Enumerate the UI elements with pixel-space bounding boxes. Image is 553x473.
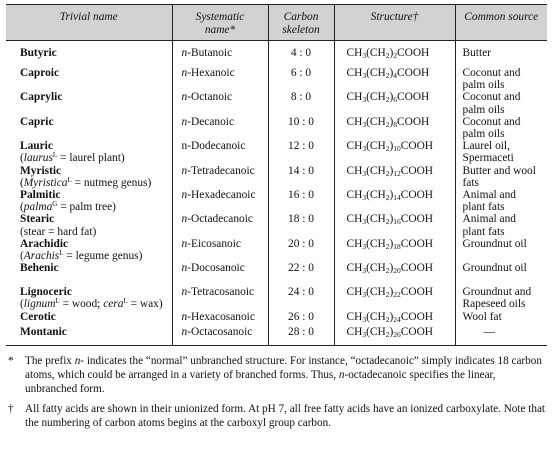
header-systematic-name: Systematic name* [172, 5, 268, 41]
etymology-word: Arachis [23, 250, 60, 263]
cell-trivial-name [6, 165, 172, 189]
formula-part: COOH [400, 310, 434, 323]
formula-part: COOH [397, 91, 430, 104]
table-row [6, 213, 547, 237]
cell-trivial-name [6, 311, 172, 326]
etymology [20, 152, 125, 164]
formula-part: CH [346, 213, 363, 226]
formula-subscript: 2 [385, 329, 390, 339]
cell-carbon-skeleton [268, 165, 334, 189]
structure-formula [347, 213, 434, 225]
formula-part: COOH [400, 164, 434, 177]
formula-subscript: 3 [362, 71, 367, 80]
formula-part: ) [389, 213, 394, 226]
cell-structure [334, 213, 455, 237]
common-source: Wool fat [462, 310, 502, 323]
trivial-name: Stearic [20, 213, 55, 226]
carbon-skeleton: 24 : 0 [288, 286, 314, 299]
table-row [6, 326, 547, 346]
cell-structure [334, 91, 455, 115]
formula-subscript: 3 [362, 241, 367, 251]
table-row [6, 116, 547, 140]
etymology-meaning: = wax) [127, 298, 163, 311]
carbon-skeleton: 22 : 0 [288, 262, 314, 275]
systematic-name: Decanoic [191, 115, 235, 128]
systematic-name: n-Dodecanoic [181, 140, 246, 153]
cell-structure [334, 189, 455, 213]
cell-trivial-name [6, 326, 172, 346]
trivial-name: Behenic [20, 262, 59, 275]
cell-common-source [455, 165, 547, 189]
systematic-name: Octacosanoic [191, 325, 253, 338]
cell-carbon-skeleton [268, 326, 334, 346]
common-source: Rapeseed oils [462, 298, 526, 311]
formula-part: CH [346, 262, 363, 275]
etymology-word: Myristica [23, 176, 68, 189]
trivial-name: Lauric [20, 140, 53, 153]
footnote-star-mark: * [8, 354, 14, 367]
formula-part: (CH [366, 310, 386, 323]
cell-common-source [455, 67, 547, 91]
normal-prefix: n- [181, 47, 191, 59]
cell-structure [334, 140, 455, 164]
formula-part: (CH [366, 262, 386, 275]
formula-part: ) [389, 91, 394, 104]
systematic-name: Docosanoic [191, 262, 245, 275]
cell-common-source [455, 41, 547, 68]
cell-common-source [455, 238, 547, 262]
cell-common-source [455, 189, 547, 213]
trivial-name: Butyric [20, 47, 57, 59]
formula-part: ) [389, 189, 394, 202]
etymology-open: ( [20, 201, 24, 214]
etymology-word: lignum [23, 298, 56, 311]
formula-subscript: 2 [385, 217, 390, 227]
structure-formula [347, 262, 434, 274]
cell-systematic-name [172, 286, 268, 310]
cell-structure [334, 262, 455, 286]
etymology-open: ( [20, 298, 24, 311]
carbon-skeleton: 18 : 0 [288, 213, 314, 226]
etymology-open: ( [20, 176, 24, 189]
cell-systematic-name [172, 311, 268, 326]
common-source: plant fats [462, 225, 505, 238]
carbon-skeleton: 26 : 0 [288, 310, 314, 323]
language-tag: L [55, 297, 60, 306]
formula-repeat-count: 6 [393, 95, 397, 105]
structure-formula [347, 140, 434, 152]
formula-part: CH [346, 67, 363, 79]
formula-part: ) [389, 286, 394, 299]
common-source: Groundnut oil [462, 262, 527, 275]
formula-repeat-count: 14 [393, 193, 401, 203]
cell-systematic-name [172, 326, 268, 346]
normal-prefix: n- [181, 189, 191, 202]
etymology-meaning: = wood; [59, 298, 104, 311]
formula-part: COOH [400, 325, 434, 338]
formula-subscript: 2 [385, 144, 390, 154]
formula-repeat-count: 8 [393, 119, 397, 129]
formula-repeat-count: 4 [393, 71, 397, 80]
cell-structure [334, 326, 455, 346]
formula-part: (CH [366, 91, 386, 104]
normal-prefix: n- [181, 310, 191, 323]
formula-subscript: 2 [385, 241, 390, 251]
trivial-name: Cerotic [20, 310, 56, 323]
systematic-name: Octadecanoic [191, 213, 253, 226]
trivial-name: Caprylic [20, 91, 63, 104]
systematic-name: Butanoic [191, 47, 233, 59]
cell-carbon-skeleton [268, 213, 334, 237]
table-body [6, 41, 547, 346]
cell-trivial-name [6, 140, 172, 164]
cell-systematic-name [172, 189, 268, 213]
table-row [6, 140, 547, 164]
formula-repeat-count: 18 [393, 241, 401, 251]
structure-formula [347, 47, 430, 59]
header-common-source: Common source [455, 5, 547, 41]
formula-repeat-count: 26 [393, 329, 401, 339]
cell-carbon-skeleton [268, 238, 334, 262]
cell-carbon-skeleton [268, 262, 334, 286]
formula-repeat-count: 10 [393, 144, 401, 154]
cell-carbon-skeleton [268, 286, 334, 310]
cell-systematic-name [172, 41, 268, 68]
table-header-row [6, 5, 547, 41]
structure-formula [347, 67, 430, 79]
language-tag: L [59, 249, 64, 258]
cell-carbon-skeleton [268, 41, 334, 68]
formula-subscript: 2 [385, 119, 390, 129]
table-row [6, 189, 547, 213]
header-trivial-name: Trivial name [6, 5, 172, 41]
formula-subscript: 2 [385, 266, 390, 276]
formula-subscript: 3 [362, 290, 367, 300]
formula-part: (CH [366, 325, 386, 338]
carbon-skeleton: 8 : 0 [290, 91, 312, 104]
fatty-acid-table [6, 4, 547, 346]
carbon-skeleton: 6 : 0 [290, 67, 312, 79]
trivial-name: Arachidic [20, 237, 69, 250]
common-source: Butter and wool [462, 164, 536, 177]
formula-part: COOH [400, 213, 434, 226]
trivial-name: Myristic [20, 164, 62, 177]
formula-part: CH [346, 310, 363, 323]
footnote-star-text: The prefix n- indicates the “normal” unbranched structure. For instance, “octadecanoic” simply indicates 18 carbon atoms, which could be arranged in a variety of branched forms. Thus, n-octadecanoic specifies the linear, unbranched form. [25, 354, 542, 395]
formula-part: (CH [366, 213, 386, 226]
systematic-name: Tetradecanoic [191, 164, 255, 177]
cell-carbon-skeleton [268, 140, 334, 164]
formula-part: COOH [400, 140, 434, 153]
formula-repeat-count: 20 [393, 266, 401, 276]
common-source: palm oils [462, 103, 505, 116]
formula-repeat-count: 24 [393, 314, 401, 324]
cell-systematic-name [172, 91, 268, 115]
formula-part: CH [346, 237, 363, 250]
formula-part: CH [346, 47, 363, 59]
etymology [20, 177, 151, 189]
systematic-name: Tetracosanoic [191, 286, 255, 299]
formula-subscript: 2 [385, 95, 390, 105]
common-source: Animal and [462, 189, 516, 202]
cell-common-source [455, 311, 547, 326]
etymology-word: cera [103, 298, 124, 311]
formula-part: COOH [400, 189, 434, 202]
formula-part: (CH [366, 189, 386, 202]
etymology-word: palma [23, 201, 53, 214]
etymology-meaning: = nutmeg genus) [71, 176, 152, 189]
common-source: Groundnut oil [462, 237, 527, 250]
formula-part: COOH [400, 237, 434, 250]
formula-subscript: 2 [385, 71, 390, 80]
normal-prefix: n- [181, 91, 191, 104]
formula-part: CH [346, 115, 363, 128]
formula-part: COOH [400, 262, 434, 275]
table-row [6, 91, 547, 115]
header-carbon-skeleton: Carbon skeleton [268, 5, 334, 41]
footnote-dagger-text: All fatty acids are shown in their unionized form. At pH 7, all free fatty acids have an ionized carboxylate. Note that the numbering of carbon atoms begins at the carboxyl group carbon. [25, 402, 546, 429]
cell-carbon-skeleton [268, 67, 334, 91]
formula-part: (CH [366, 115, 386, 128]
carbon-skeleton: 28 : 0 [288, 325, 314, 338]
trivial-name: Caproic [20, 67, 60, 79]
footnotes [6, 354, 547, 430]
structure-formula [347, 189, 434, 201]
etymology-open: (stear = hard fat) [20, 225, 97, 238]
table-row [6, 262, 547, 286]
formula-subscript: 2 [385, 51, 390, 60]
normal-prefix: n- [181, 262, 191, 275]
trivial-name: Palmitic [20, 189, 61, 202]
formula-part: CH [346, 91, 363, 104]
cell-common-source [455, 286, 547, 310]
cell-trivial-name [6, 41, 172, 68]
cell-common-source [455, 91, 547, 115]
formula-subscript: 3 [362, 217, 367, 227]
formula-repeat-count: 16 [393, 217, 401, 227]
formula-part: COOH [397, 47, 430, 59]
structure-formula [347, 311, 434, 323]
formula-part: (CH [366, 67, 386, 79]
etymology-meaning: = laurel plant) [57, 152, 125, 165]
cell-common-source [455, 116, 547, 140]
table-row [6, 238, 547, 262]
common-source: palm oils [462, 128, 505, 141]
normal-prefix: n- [181, 286, 191, 299]
language-tag: G [52, 200, 58, 209]
cell-trivial-name [6, 262, 172, 286]
carbon-skeleton: 4 : 0 [290, 47, 312, 59]
common-source: palm oils [462, 79, 505, 92]
table-row [6, 41, 547, 68]
table-row [6, 286, 547, 310]
footnote-prefix [6, 354, 547, 396]
formula-subscript: 3 [362, 119, 367, 129]
cell-trivial-name [6, 67, 172, 91]
formula-subscript: 2 [385, 168, 390, 178]
cell-trivial-name [6, 189, 172, 213]
cell-carbon-skeleton [268, 91, 334, 115]
cell-trivial-name [6, 238, 172, 262]
etymology [20, 201, 116, 213]
carbon-skeleton: 10 : 0 [288, 115, 314, 128]
normal-prefix: n- [181, 325, 191, 338]
formula-part: (CH [366, 237, 386, 250]
cell-structure [334, 311, 455, 326]
structure-formula [347, 165, 434, 177]
cell-carbon-skeleton [268, 116, 334, 140]
formula-part: ) [389, 310, 394, 323]
common-source: Spermaceti [462, 152, 514, 165]
cell-systematic-name [172, 165, 268, 189]
common-source: Coconut and [462, 91, 521, 104]
cell-common-source [455, 326, 547, 346]
formula-part: CH [346, 325, 363, 338]
common-source: — [483, 325, 495, 338]
cell-systematic-name [172, 116, 268, 140]
normal-prefix: n- [181, 213, 191, 226]
cell-trivial-name [6, 91, 172, 115]
cell-systematic-name [172, 238, 268, 262]
formula-part: CH [346, 164, 363, 177]
common-source: Animal and [462, 213, 516, 226]
etymology-open: ( [20, 250, 24, 263]
formula-part: (CH [366, 140, 386, 153]
etymology-meaning: = palm tree) [57, 201, 116, 214]
common-source: Butter [462, 47, 491, 59]
systematic-name: Octanoic [191, 91, 233, 104]
normal-prefix: n- [181, 115, 191, 128]
formula-part: CH [346, 286, 363, 299]
carbon-skeleton: 14 : 0 [288, 164, 314, 177]
common-source: Laurel oil, [462, 140, 510, 153]
cell-systematic-name [172, 140, 268, 164]
carbon-skeleton: 20 : 0 [288, 237, 314, 250]
normal-prefix: n- [181, 237, 191, 250]
formula-part: CH [346, 189, 363, 202]
formula-repeat-count: 2 [393, 51, 397, 60]
systematic-name: Hexacosanoic [191, 310, 255, 323]
cell-systematic-name [172, 67, 268, 91]
cell-trivial-name [6, 213, 172, 237]
formula-part: ) [389, 67, 394, 79]
formula-part: (CH [366, 286, 386, 299]
table-row [6, 311, 547, 326]
formula-subscript: 3 [362, 266, 367, 276]
common-source: fats [462, 176, 479, 189]
common-source: Coconut and [462, 115, 521, 128]
trivial-name: Lignoceric [20, 286, 72, 299]
trivial-name: Capric [20, 115, 54, 128]
systematic-name: Hexadecanoic [191, 189, 256, 202]
cell-structure [334, 238, 455, 262]
cell-structure [334, 165, 455, 189]
formula-part: ) [389, 325, 394, 338]
formula-part: ) [389, 115, 394, 128]
etymology-meaning: = legume genus) [63, 250, 143, 263]
cell-trivial-name [6, 286, 172, 310]
structure-formula [347, 286, 434, 298]
cell-carbon-skeleton [268, 311, 334, 326]
formula-subscript: 2 [385, 193, 390, 203]
formula-subscript: 3 [362, 329, 367, 339]
formula-part: ) [389, 47, 394, 59]
normal-prefix: n- [181, 164, 191, 177]
structure-formula [347, 238, 434, 250]
formula-subscript: 3 [362, 95, 367, 105]
etymology-word: laurus [23, 152, 53, 165]
language-tag: L [123, 297, 128, 306]
etymology [20, 298, 163, 310]
formula-subscript: 3 [362, 314, 367, 324]
systematic-name: Eicosanoic [191, 237, 241, 250]
cell-structure [334, 116, 455, 140]
formula-part: CH [346, 140, 363, 153]
cell-structure [334, 286, 455, 310]
table-row [6, 67, 547, 91]
language-tag: L [52, 151, 58, 160]
etymology-open: ( [20, 152, 24, 165]
formula-repeat-count: 22 [393, 290, 401, 300]
formula-subscript: 3 [362, 144, 367, 154]
formula-subscript: 3 [362, 51, 367, 60]
formula-part: (CH [366, 164, 386, 177]
cell-structure [334, 41, 455, 68]
common-source: Coconut and [462, 67, 521, 79]
formula-part: ) [389, 164, 394, 177]
carbon-skeleton: 16 : 0 [288, 189, 314, 202]
cell-common-source [455, 262, 547, 286]
formula-part: COOH [397, 67, 430, 79]
footnote-dagger-mark: † [8, 402, 14, 415]
formula-part: ) [389, 140, 394, 153]
trivial-name: Montanic [20, 325, 67, 338]
formula-part: (CH [366, 47, 386, 59]
formula-subscript: 3 [362, 193, 367, 203]
common-source: plant fats [462, 201, 505, 214]
common-source: Groundnut and [462, 286, 532, 299]
cell-common-source [455, 213, 547, 237]
systematic-name: Hexanoic [191, 67, 235, 79]
footnote-unionized [6, 402, 547, 430]
cell-systematic-name [172, 262, 268, 286]
normal-prefix: n- [181, 67, 191, 79]
header-structure: Structure† [334, 5, 455, 41]
cell-common-source [455, 140, 547, 164]
formula-part: ) [389, 237, 394, 250]
formula-part: COOH [397, 115, 430, 128]
structure-formula [347, 326, 434, 338]
table-row [6, 165, 547, 189]
formula-part: COOH [400, 286, 434, 299]
formula-subscript: 2 [385, 314, 390, 324]
structure-formula [347, 91, 430, 103]
language-tag: L [67, 175, 72, 184]
etymology [20, 226, 96, 238]
etymology [20, 250, 142, 262]
formula-subscript: 3 [362, 168, 367, 178]
cell-structure [334, 67, 455, 91]
structure-formula [347, 116, 430, 128]
formula-part: ) [389, 262, 394, 275]
carbon-skeleton: 12 : 0 [288, 140, 314, 153]
formula-repeat-count: 12 [393, 168, 401, 178]
cell-carbon-skeleton [268, 189, 334, 213]
formula-subscript: 2 [385, 290, 390, 300]
cell-trivial-name [6, 116, 172, 140]
cell-systematic-name [172, 213, 268, 237]
